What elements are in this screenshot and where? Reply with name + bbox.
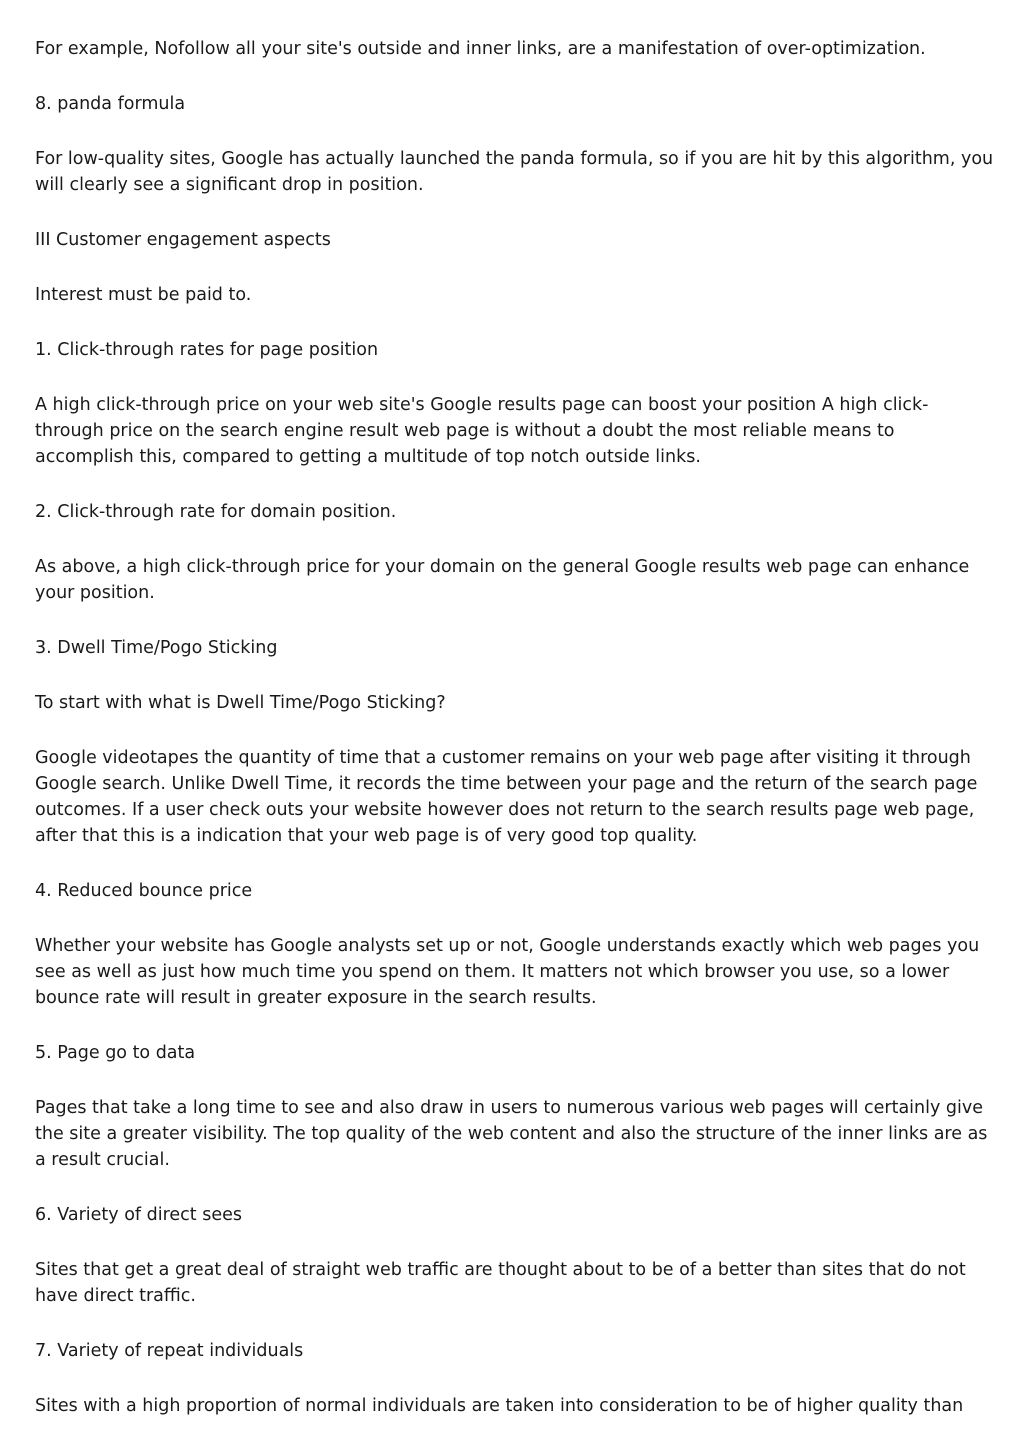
heading-repeat-visitors: 7. Variety of repeat individuals xyxy=(35,1341,304,1361)
paragraph-dwell-time: Google videotapes the quantity of time that a customer remains on your web page after visiting it through Google search. Unlike Dwell Time, it records the time between your page and the return of the search page outcomes. If a user check outs your website however does not return to the search results page web page, after that this is a indication that your web page is of very good top quality. xyxy=(35,748,978,846)
heading-panda-formula: 8. panda formula xyxy=(35,94,186,114)
paragraph-interest: Interest must be paid to. xyxy=(35,285,252,305)
heading-bounce-rate: 4. Reduced bounce price xyxy=(35,881,253,901)
paragraph-over-optimization-example: For example, Nofollow all your site's outside and inner links, are a manifestation of over-optimization. xyxy=(35,39,926,59)
paragraph-bounce-rate: Whether your website has Google analysts set up or not, Google understands exactly which web pages you see as well as just how much time you spend on them. It matters not which browser you use, so a lower bounce rate will result in greater exposure in the search results. xyxy=(35,936,980,1008)
heading-customer-engagement: III Customer engagement aspects xyxy=(35,230,331,250)
paragraph-page-visit-data: Pages that take a long time to see and also draw in users to numerous various web pages will certainly give the site a greater visibility. The top quality of the web content and also the structure of the inner links are as a result crucial. xyxy=(35,1098,988,1170)
paragraph-direct-visits: Sites that get a great deal of straight web traffic are thought about to be of a better than sites that do not have direct traffic. xyxy=(35,1260,966,1306)
paragraph-ctr-domain-position: As above, a high click-through price for your domain on the general Google results web page can enhance your position. xyxy=(35,557,970,603)
heading-ctr-domain-position: 2. Click-through rate for domain position. xyxy=(35,502,397,522)
document-body xyxy=(35,36,995,1448)
heading-direct-visits: 6. Variety of direct sees xyxy=(35,1205,242,1225)
heading-dwell-time: 3. Dwell Time/Pogo Sticking xyxy=(35,638,278,658)
paragraph-ctr-page-position: A high click-through price on your web site's Google results page can boost your position A high click-through price on the search engine result web page is without a doubt the most reliable means to accomplish this, compared to getting a multitude of top notch outside links. xyxy=(35,395,929,467)
paragraph-repeat-visitors: Sites with a high proportion of normal individuals are taken into consideration to be of higher quality than xyxy=(35,1396,964,1416)
heading-page-visit-data: 5. Page go to data xyxy=(35,1043,196,1063)
heading-ctr-page-position: 1. Click-through rates for page position xyxy=(35,340,379,360)
paragraph-dwell-time-question: To start with what is Dwell Time/Pogo Sticking? xyxy=(35,693,446,713)
paragraph-panda-formula: For low-quality sites, Google has actually launched the panda formula, so if you are hit by this algorithm, you will clearly see a significant drop in position. xyxy=(35,149,994,195)
